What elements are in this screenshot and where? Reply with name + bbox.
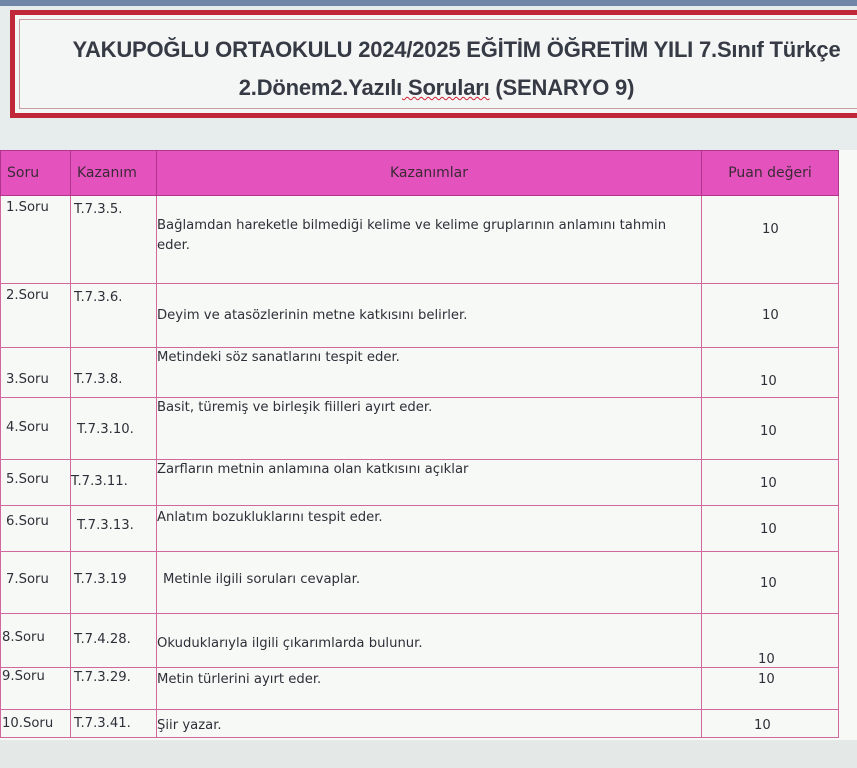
description-cell <box>157 506 702 552</box>
puan-value: 10 <box>760 576 777 591</box>
kazanim-description: Zarfların metnin anlamına olan katkısını açıklar <box>157 462 469 477</box>
description-cell <box>157 348 702 398</box>
puan-value: 10 <box>762 308 779 323</box>
soru-label: 1.Soru <box>6 200 49 215</box>
soru-label: 8.Soru <box>2 630 45 645</box>
header-kazanim: Kazanım <box>71 151 157 196</box>
puan-cell <box>702 552 839 614</box>
kazanim-cell <box>71 460 157 506</box>
table-row <box>1 460 839 506</box>
kazanim-description: Metindeki söz sanatlarını tespit eder. <box>157 350 400 365</box>
puan-value: 10 <box>760 374 777 389</box>
description-cell <box>157 284 702 348</box>
soru-cell <box>1 710 71 738</box>
puan-value: 10 <box>760 476 777 491</box>
kazanim-cell <box>71 398 157 460</box>
kazanim-description: Şiir yazar. <box>157 718 222 733</box>
puan-cell <box>702 284 839 348</box>
kazanim-description: Bağlamdan hareketle bilmediği kelime ve kelime gruplarının anlamını tahmin eder. <box>157 218 667 253</box>
puan-cell <box>702 710 839 738</box>
puan-value: 10 <box>758 672 775 687</box>
kazanim-code: T.7.3.8. <box>74 372 123 387</box>
description-cell <box>157 196 702 284</box>
soru-label: 6.Soru <box>6 514 49 529</box>
table-row <box>1 710 839 738</box>
puan-value: 10 <box>758 652 775 667</box>
description-cell <box>157 398 702 460</box>
table-row <box>1 668 839 710</box>
title-line-1: YAKUPOĞLU ORTAOKULU 2024/2025 EĞİTİM ÖĞRETİM YILI 7.Sınıf Türkçe <box>72 37 841 62</box>
kazanim-table <box>0 150 839 738</box>
soru-cell <box>1 196 71 284</box>
title-line-2 <box>15 75 857 101</box>
kazanim-cell <box>71 614 157 668</box>
puan-cell <box>702 668 839 710</box>
soru-cell <box>1 348 71 398</box>
soru-label: 3.Soru <box>6 372 49 387</box>
puan-value: 10 <box>762 222 779 237</box>
header-puan: Puan değeri <box>702 151 839 196</box>
kazanim-cell <box>71 284 157 348</box>
puan-cell <box>702 460 839 506</box>
kazanim-cell <box>71 668 157 710</box>
kazanim-description: Deyim ve atasözlerinin metne katkısını belirler. <box>157 308 468 323</box>
soru-cell <box>1 614 71 668</box>
table-header-row <box>1 151 839 196</box>
kazanim-description: Anlatım bozukluklarını tespit eder. <box>157 510 383 525</box>
puan-cell <box>702 506 839 552</box>
kazanim-code: T.7.3.13. <box>77 518 134 533</box>
soru-label: 9.Soru <box>2 669 45 684</box>
title-line-2-part-3: (SENARYO 9) <box>489 75 635 100</box>
puan-value: 10 <box>760 424 777 439</box>
table-row <box>1 552 839 614</box>
kazanim-cell <box>71 196 157 284</box>
kazanim-description: Metinle ilgili soruları cevaplar. <box>163 572 361 587</box>
kazanim-cell <box>71 348 157 398</box>
kazanim-cell <box>71 506 157 552</box>
kazanim-code: T.7.3.10. <box>77 422 134 437</box>
table-row <box>1 614 839 668</box>
description-cell <box>157 710 702 738</box>
table-area <box>0 150 857 740</box>
table-row <box>1 398 839 460</box>
kazanim-cell <box>71 552 157 614</box>
soru-label: 5.Soru <box>6 472 49 487</box>
kazanim-code: T.7.3.19 <box>74 572 127 587</box>
kazanim-code: T.7.3.6. <box>74 290 123 305</box>
table-row <box>1 506 839 552</box>
puan-value: 10 <box>754 718 771 733</box>
bottom-strip <box>0 740 857 768</box>
kazanim-code: T.7.4.28. <box>74 632 131 647</box>
kazanim-description: Okuduklarıyla ilgili çıkarımlarda bulunur. <box>157 636 423 651</box>
soru-cell <box>1 552 71 614</box>
puan-cell <box>702 196 839 284</box>
kazanim-code: T.7.3.41. <box>74 716 131 731</box>
title-line-2-part-1: 2.Dönem2.Yazılı <box>238 75 403 100</box>
table-row <box>1 348 839 398</box>
kazanim-description: Metin türlerini ayırt eder. <box>157 672 322 687</box>
soru-label: 4.Soru <box>6 420 49 435</box>
kazanim-code: T.7.3.11. <box>71 474 128 489</box>
soru-label: 7.Soru <box>6 572 49 587</box>
table-row <box>1 196 839 284</box>
kazanim-code: T.7.3.5. <box>74 202 123 217</box>
kazanim-cell <box>71 710 157 738</box>
soru-cell <box>1 668 71 710</box>
soru-cell <box>1 398 71 460</box>
title-box <box>10 10 857 118</box>
top-strip <box>0 0 857 6</box>
soru-cell <box>1 284 71 348</box>
soru-cell <box>1 460 71 506</box>
description-cell <box>157 668 702 710</box>
soru-label: 10.Soru <box>2 716 54 731</box>
title-line-2-part-2: Soruları <box>402 75 490 100</box>
table-row <box>1 284 839 348</box>
header-kazanimlar: Kazanımlar <box>157 151 702 196</box>
header-soru: Soru <box>1 151 71 196</box>
description-cell <box>157 552 702 614</box>
soru-label: 2.Soru <box>6 288 49 303</box>
description-cell <box>157 460 702 506</box>
puan-value: 10 <box>760 522 777 537</box>
puan-cell <box>702 348 839 398</box>
puan-cell <box>702 614 839 668</box>
kazanim-code: T.7.3.29. <box>74 670 131 685</box>
description-cell <box>157 614 702 668</box>
puan-cell <box>702 398 839 460</box>
soru-cell <box>1 506 71 552</box>
kazanim-description: Basit, türemiş ve birleşik fiilleri ayırt eder. <box>157 400 433 415</box>
